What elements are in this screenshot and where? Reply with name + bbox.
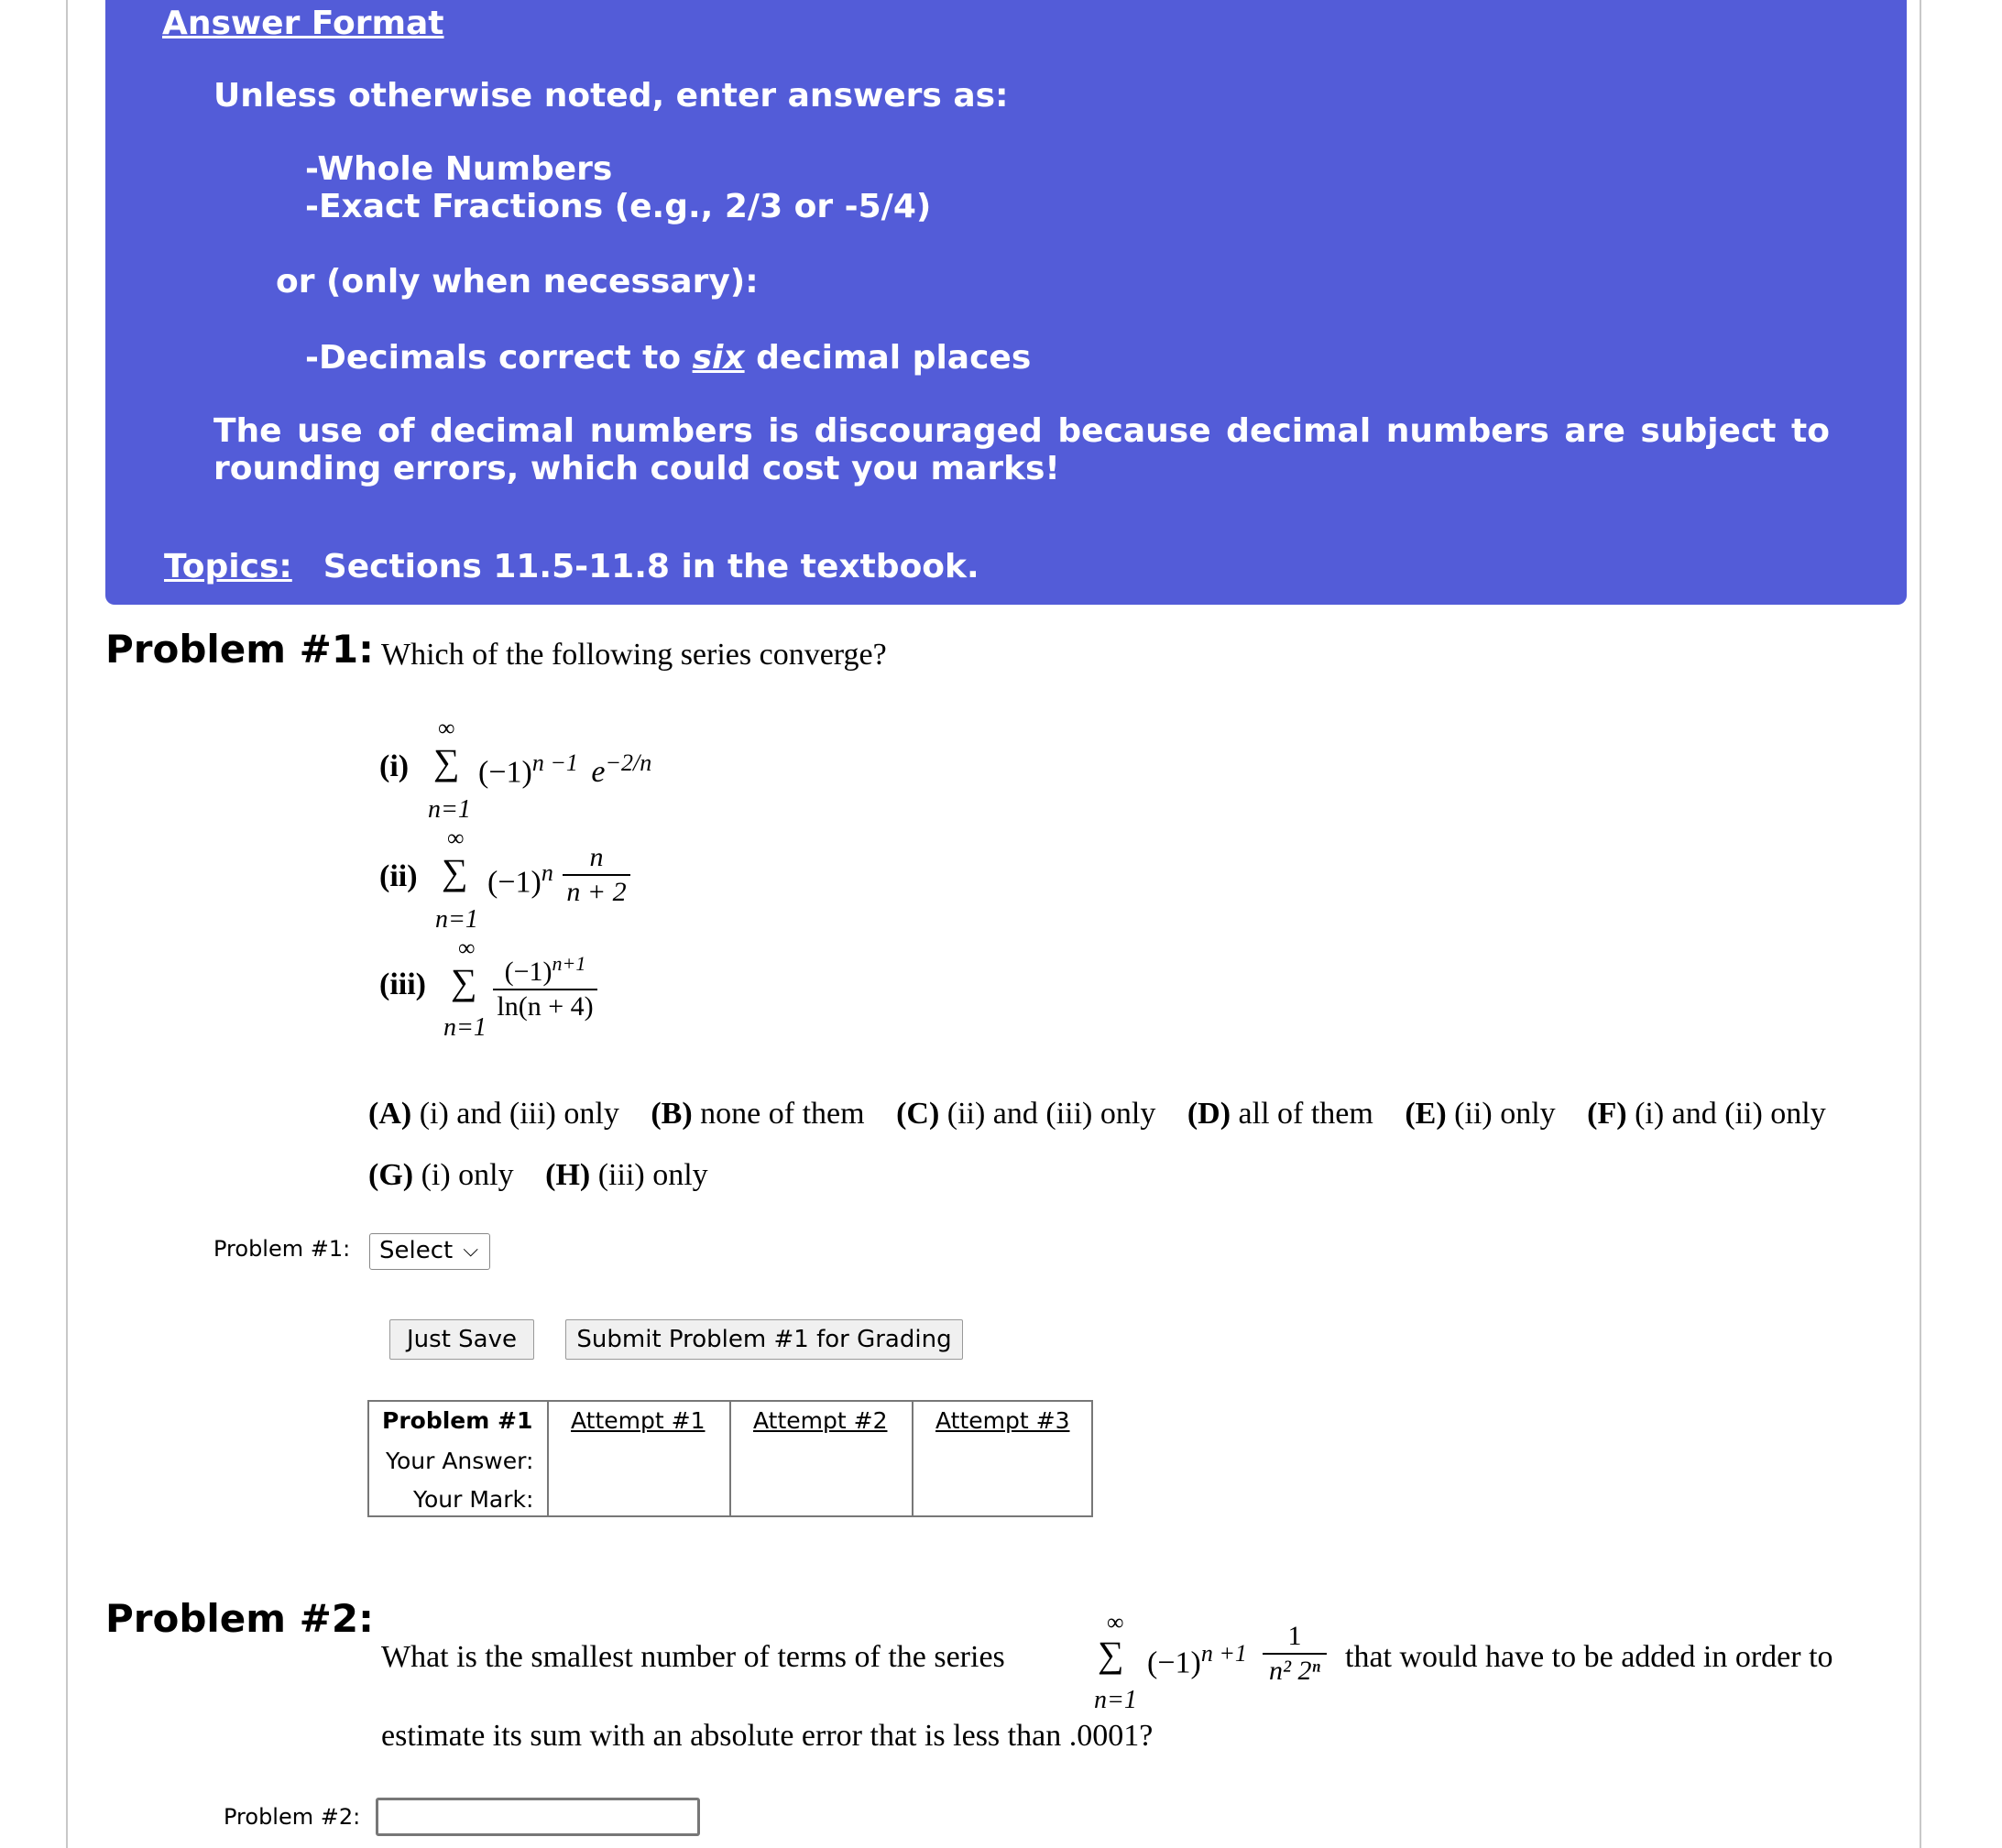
- series-term: [487, 859, 553, 900]
- series-fraction: [1263, 1620, 1327, 1688]
- term-exponent: n −1: [531, 749, 578, 776]
- sigma-symbol: ∑: [1098, 1634, 1124, 1675]
- sigma-symbol: ∑: [433, 741, 460, 782]
- term-base: (−1): [478, 755, 532, 790]
- attempt-2-column: [731, 1402, 913, 1515]
- series-term: [1147, 1640, 1247, 1680]
- sum-lower-limit: n=1: [435, 905, 478, 934]
- choices-row-2: [368, 1158, 732, 1193]
- fraction-denominator: n² 2ⁿ: [1269, 1656, 1320, 1686]
- series-fraction: [563, 841, 630, 909]
- format-item-label: Exact Fractions (e.g., 2/3 or -5/4): [318, 188, 932, 225]
- num-exponent: n+1: [552, 952, 586, 975]
- problem-1-heading: Problem #1:: [105, 627, 374, 672]
- series-term: [478, 749, 651, 790]
- your-answer-label: Your Answer:: [386, 1448, 534, 1474]
- answer-format-or: or (only when necessary):: [276, 263, 759, 301]
- choice-c: (C) (ii) and (iii) only: [896, 1097, 1156, 1131]
- sum-upper-limit: ∞: [447, 825, 465, 851]
- problem-2-heading: Problem #2:: [105, 1596, 374, 1641]
- page-right-border: [1920, 0, 1921, 1848]
- attempt-1-link[interactable]: Attempt #1: [571, 1407, 706, 1434]
- page-left-border: [66, 0, 68, 1848]
- problem-2-question-end: that would have to be added in order to: [1345, 1640, 1833, 1674]
- choice-e: (E) (ii) only: [1405, 1097, 1556, 1131]
- sum-upper-limit: ∞: [1107, 1609, 1124, 1635]
- table-header: Problem #1: [382, 1407, 533, 1434]
- fraction-denominator: ln(n + 4): [497, 991, 594, 1022]
- problem-2-question-line-2: estimate its sum with an absolute error that is less than .0001?: [381, 1719, 1154, 1753]
- table-label-column: [369, 1402, 549, 1515]
- format-item-fractions: [305, 188, 931, 226]
- topics-link[interactable]: Topics:: [164, 548, 292, 585]
- series-label: (ii): [379, 859, 418, 893]
- exp-exponent: −2/n: [605, 749, 652, 776]
- fraction-numerator: 1: [1263, 1620, 1327, 1655]
- problem-2-answer-label: Problem #2:: [224, 1804, 361, 1830]
- term-base: (−1): [487, 865, 542, 900]
- term-base: (−1): [1147, 1646, 1201, 1680]
- exp-base: e: [591, 755, 606, 790]
- decimals-text-post: decimal places: [744, 339, 1032, 377]
- answer-format-intro: Unless otherwise noted, enter answers as:: [213, 77, 1009, 115]
- choice-b: (B) none of them: [651, 1097, 865, 1131]
- attempts-table: [367, 1400, 1093, 1517]
- format-item-whole-numbers: [305, 150, 612, 189]
- problem-2-question-start: What is the smallest number of terms of the series: [381, 1640, 1005, 1674]
- term-exponent: n +1: [1200, 1640, 1247, 1667]
- select-value: Select: [379, 1237, 454, 1264]
- choice-h: (H) (iii) only: [545, 1158, 708, 1192]
- series-fraction: [493, 947, 597, 1023]
- attempt-2-link[interactable]: Attempt #2: [753, 1407, 888, 1434]
- format-item-label: Whole Numbers: [317, 150, 613, 188]
- your-mark-label: Your Mark:: [413, 1486, 534, 1513]
- choice-d: (D) all of them: [1187, 1097, 1373, 1131]
- sum-upper-limit: ∞: [458, 935, 476, 961]
- sum-lower-limit: n=1: [443, 1013, 487, 1042]
- decimals-text-pre: Decimals correct to: [318, 339, 693, 377]
- choice-g: (G) (i) only: [368, 1158, 514, 1192]
- fraction-numerator: n: [563, 841, 630, 876]
- choices-row-1: [368, 1097, 1850, 1132]
- sum-lower-limit: n=1: [428, 795, 471, 824]
- format-item-decimals: [305, 339, 1031, 377]
- fraction-denominator: n + 2: [566, 877, 627, 907]
- bullet: -: [305, 150, 318, 188]
- problem-1-answer-label: Problem #1:: [213, 1236, 351, 1262]
- problem-1-question: Which of the following series converge?: [381, 638, 887, 672]
- series-label: (i): [379, 749, 410, 783]
- series-label: (iii): [379, 968, 426, 1001]
- answer-format-panel: [105, 0, 1907, 605]
- chevron-down-icon: ⌵: [463, 1239, 478, 1262]
- bullet: -: [305, 188, 319, 225]
- fraction-numerator: [493, 947, 597, 990]
- problem-1-answer-select[interactable]: [369, 1233, 490, 1270]
- attempt-1-column: [549, 1402, 731, 1515]
- attempt-3-column: [913, 1402, 1091, 1515]
- decimal-warning: The use of decimal numbers is discouraged because decimal numbers are subject to rounding errors, which could cost you marks!: [213, 412, 1830, 487]
- sum-upper-limit: ∞: [438, 715, 455, 741]
- topics-text: Sections 11.5-11.8 in the textbook.: [323, 548, 979, 585]
- sigma-symbol: ∑: [442, 851, 468, 892]
- bullet: -: [305, 339, 319, 377]
- choice-a: (A) (i) and (iii) only: [368, 1097, 619, 1131]
- problem-2-answer-input[interactable]: [376, 1798, 700, 1836]
- sigma-symbol: ∑: [451, 961, 477, 1002]
- choice-f: (F) (i) and (ii) only: [1587, 1097, 1826, 1131]
- just-save-button[interactable]: Just Save: [389, 1319, 534, 1360]
- num-base: (−1): [504, 957, 552, 987]
- term-exponent: n: [541, 859, 553, 886]
- answer-format-title[interactable]: Answer Format: [162, 5, 444, 42]
- attempt-3-link[interactable]: Attempt #3: [935, 1407, 1070, 1434]
- submit-problem-1-button[interactable]: Submit Problem #1 for Grading: [565, 1319, 963, 1360]
- decimals-emphasis: six: [692, 339, 745, 377]
- topics-line: [164, 548, 979, 586]
- sum-lower-limit: n=1: [1094, 1686, 1137, 1714]
